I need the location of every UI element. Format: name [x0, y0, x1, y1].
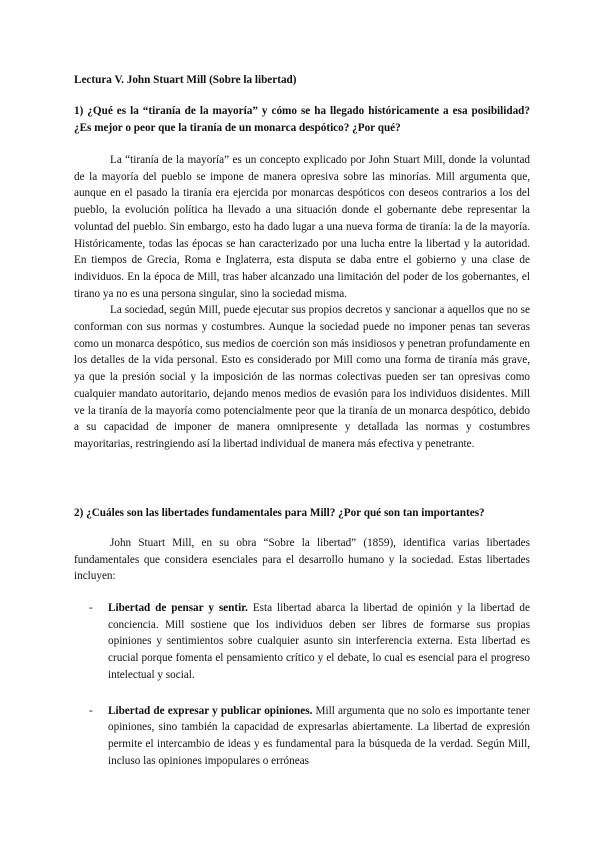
question-2-heading: 2) ¿Cuáles son las libertades fundamentales para Mill? ¿Por qué son tan importantes?: [74, 507, 485, 519]
section-1-paragraph: La “tiranía de la mayoría” es un concepto explicado por John Stuart Mill, donde la voluntad de la mayoría del pueblo se impone de manera opresiva sobre las minorías. Mill argumenta que, aunque en el pasado la tiranía era ejercida por monarcas despóticos con deseos contrarios a los del pueblo, la evolución política ha llevado a una situación donde el gobernante debe representar la voluntad del pueblo. Sin embargo, esto ha dado lugar a una nueva forma de tiranía: la de la mayoría. Históricamente, todas las épocas se han caracterizado por una lucha entre la libertad y la autoridad. En tiempos de Grecia, Roma e Inglaterra, esta disputa se daba entre el gobierno y una clase de individuos. En la época de Mill, tras haber alcanzado una limitación del poder de los gobernantes, el tirano ya no es una persona singular, sino la sociedad misma.: [74, 154, 530, 300]
section-1-paragraph: La sociedad, según Mill, puede ejecutar sus propios decretos y sancionar a aquellos que no se conforman con sus normas y costumbres. Aunque la sociedad puede no imponer penas tan severas como un monarca despótico, sus medios de coerción son más insidiosos y penetran profundamente en los detalles de la vida personal. Esto es considerado por Mill como una forma de tiranía más grave, ya que la presión social y la imposición de las normas colectivas pueden ser tan opresivas como cualquier mandato autoritario, dejando menos medios de evasión para los individuos disidentes. Mill ve la tiranía de la mayoría como potencialmente peor que la tiranía de un monarca despótico, debido a su capacidad de imponer de manera omnipresente y detallada las normas y costumbres mayoritarias, restringiendo así la libertad individual de manera más efectiva y penetrante.: [74, 304, 530, 450]
freedom-term: Libertad de pensar y sentir.: [108, 602, 248, 614]
list-item: [74, 703, 530, 770]
section-2-intro: [74, 535, 530, 585]
freedoms-list: [74, 600, 530, 788]
freedom-description: Mill argumenta que no solo es importante tener opiniones, sino también la capacidad de expresarlas abiertamente. La libertad de expresión permite el intercambio de ideas y es fundamental para la búsqueda de la verdad. Según Mill, incluso las opiniones impopulares o erróneas: [108, 704, 530, 767]
document-title: Lectura V. John Stuart Mill (Sobre la libertad): [74, 74, 297, 86]
dash-bullet-icon: -: [89, 704, 93, 717]
question-1-heading: 1) ¿Qué es la “tiranía de la mayoría” y cómo se ha llegado históricamente a esa posibilidad? ¿Es mejor o peor que la tiranía de un monarca despótico? ¿Por qué?: [74, 105, 530, 134]
section-1-body: [74, 152, 530, 453]
freedom-description: Esta libertad abarca la libertad de opinión y la libertad de conciencia. Mill sostiene que los individuos deben ser libres de formarse sus propias opiniones y sentimientos sobre cualquier asunto sin interferencia externa. Esta libertad es crucial porque fomenta el pensamiento crítico y el debate, lo cual es esencial para el progreso intelectual y social.: [108, 602, 530, 681]
list-item: [74, 600, 530, 684]
freedom-term: Libertad de expresar y publicar opiniones.: [108, 704, 313, 717]
section-2-intro-paragraph: John Stuart Mill, en su obra “Sobre la libertad” (1859), identifica varias libertades fundamentales que considera esenciales para el desarrollo humano y la sociedad. Estas libertades incluyen:: [74, 537, 530, 583]
dash-bullet-icon: -: [89, 602, 93, 614]
